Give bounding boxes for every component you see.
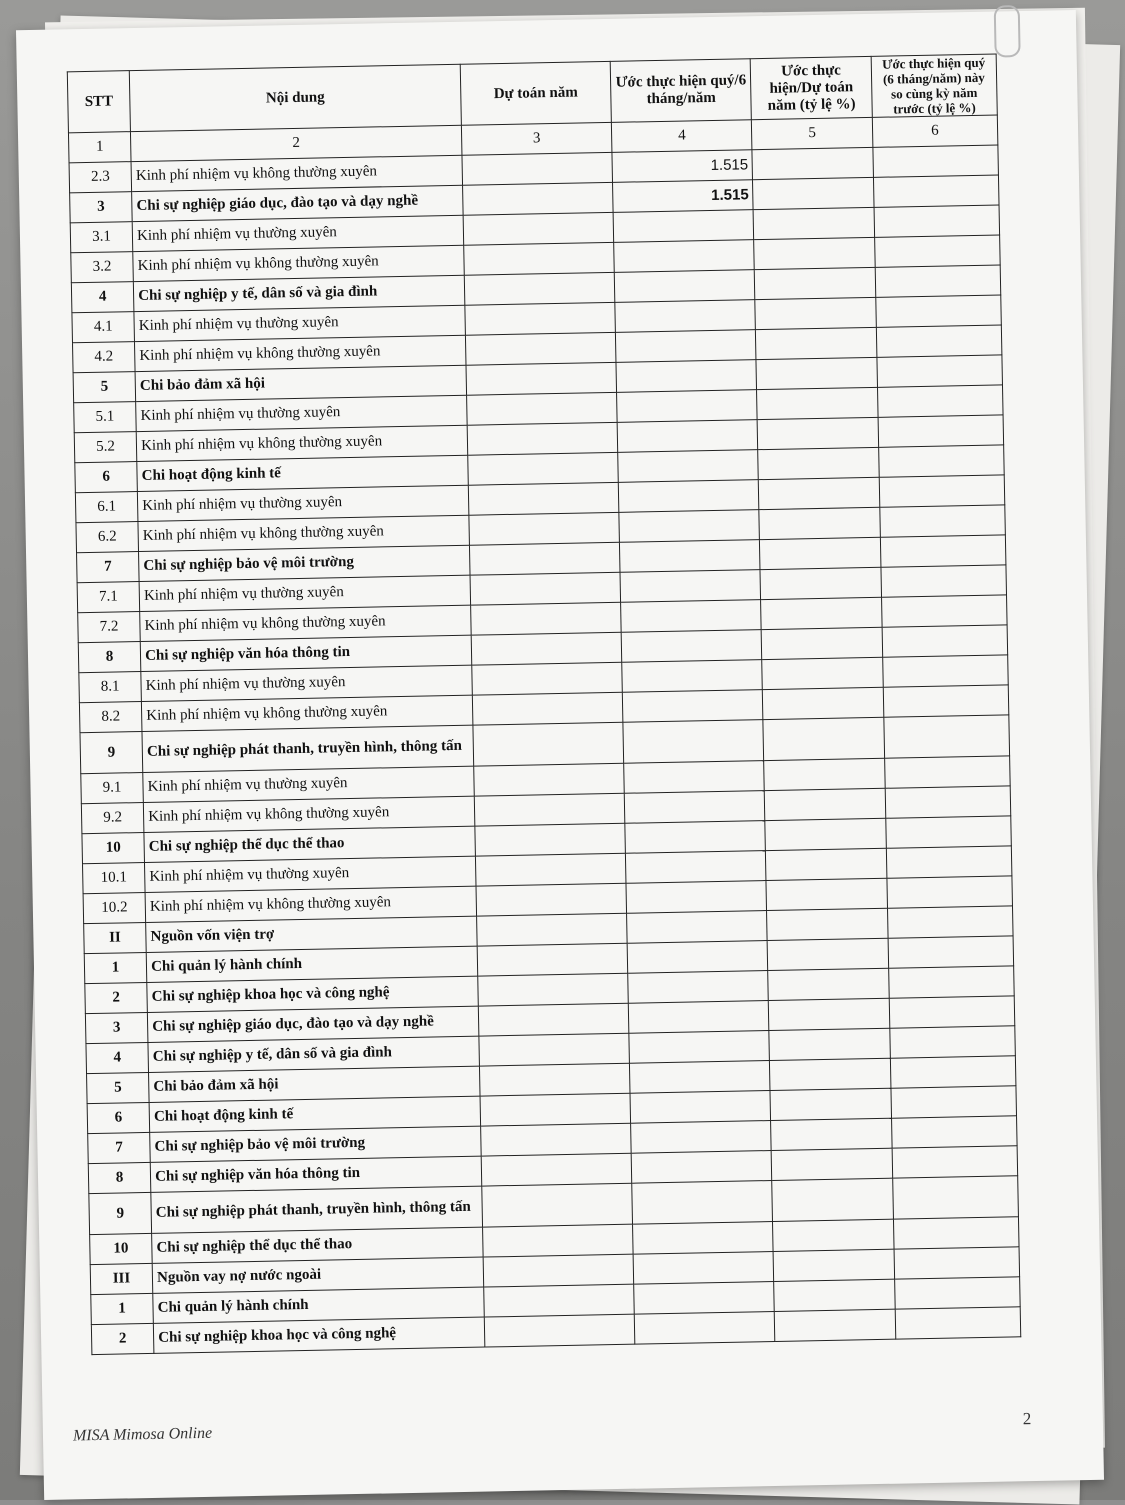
column-index: 5 (752, 117, 873, 149)
row-stt: II (84, 922, 147, 953)
row-du-toan-nam (484, 1314, 635, 1347)
row-du-toan-nam (476, 913, 627, 946)
row-du-toan-nam (477, 943, 628, 976)
row-ty-le-du-toan (760, 567, 881, 599)
row-du-toan-nam (479, 1063, 630, 1096)
row-du-toan-nam (472, 662, 623, 695)
row-ty-le-cung-ky (878, 415, 1004, 447)
row-ty-le-cung-ky (894, 1247, 1020, 1279)
row-stt: 9 (80, 732, 143, 774)
row-uoc-thuc-hien (632, 1181, 773, 1225)
row-stt: 6.1 (75, 492, 138, 523)
row-noi-dung: Kinh phí nhiệm vụ thường xuyên (136, 395, 467, 431)
row-ty-le-cung-ky (873, 145, 999, 177)
row-ty-le-cung-ky (882, 625, 1008, 657)
row-noi-dung: Chi sự nghiệp giáo dục, đào tạo và dạy nghề (147, 1006, 478, 1042)
row-uoc-thuc-hien (617, 390, 758, 423)
header-noi-dung: Nội dung (129, 64, 461, 131)
row-du-toan-nam (479, 1033, 630, 1066)
row-noi-dung: Chi bảo đảm xã hội (149, 1066, 480, 1102)
row-uoc-thuc-hien (616, 330, 757, 363)
row-stt: 4.2 (72, 342, 135, 373)
row-ty-le-cung-ky (892, 1176, 1018, 1219)
row-noi-dung: Chi sự nghiệp y tế, dân số và gia đình (148, 1036, 479, 1072)
row-ty-le-du-toan (758, 417, 879, 449)
row-stt: 8 (88, 1162, 151, 1193)
row-ty-le-du-toan (752, 147, 873, 179)
row-ty-le-du-toan (767, 908, 888, 940)
row-noi-dung: Chi sự nghiệp giáo dục, đào tạo và dạy nghề (132, 185, 463, 221)
row-stt: 1 (91, 1293, 154, 1324)
header-stt: STT (67, 71, 130, 133)
row-ty-le-du-toan (772, 1148, 893, 1180)
row-noi-dung: Chi sự nghiệp bảo vệ môi trường (150, 1126, 481, 1162)
row-noi-dung: Kinh phí nhiệm vụ không thường xuyên (140, 605, 471, 641)
row-stt: 4 (86, 1042, 149, 1073)
row-uoc-thuc-hien (633, 1251, 774, 1284)
row-stt: 6 (75, 462, 138, 493)
row-ty-le-du-toan (765, 818, 886, 850)
row-noi-dung: Kinh phí nhiệm vụ không thường xuyên (142, 695, 473, 731)
row-stt: 3 (70, 192, 133, 223)
row-ty-le-cung-ky (895, 1307, 1021, 1339)
row-noi-dung: Chi sự nghiệp thể dục thể thao (152, 1227, 483, 1263)
row-ty-le-cung-ky (888, 936, 1014, 968)
row-du-toan-nam (480, 1093, 631, 1126)
header-uoc-thuc-hien: Ước thực hiện quý/6 tháng/năm (610, 59, 751, 123)
row-uoc-thuc-hien (627, 911, 768, 944)
row-noi-dung: Kinh phí nhiệm vụ thường xuyên (134, 305, 465, 341)
row-ty-le-cung-ky (887, 906, 1013, 938)
row-uoc-thuc-hien (624, 761, 765, 794)
row-ty-le-du-toan (768, 968, 889, 1000)
row-ty-le-cung-ky (879, 475, 1005, 507)
row-du-toan-nam (478, 1003, 629, 1036)
row-uoc-thuc-hien (630, 1061, 771, 1094)
row-ty-le-du-toan (754, 237, 875, 269)
row-ty-le-cung-ky (892, 1146, 1018, 1178)
row-du-toan-nam (464, 272, 615, 305)
row-uoc-thuc-hien (626, 851, 767, 884)
row-stt: 4 (71, 282, 134, 313)
row-du-toan-nam (468, 452, 619, 485)
row-ty-le-cung-ky (886, 846, 1012, 878)
row-stt: 7 (88, 1132, 151, 1163)
column-index: 3 (461, 122, 612, 155)
row-stt: 5 (87, 1072, 150, 1103)
row-uoc-thuc-hien (628, 971, 769, 1004)
row-uoc-thuc-hien (613, 210, 754, 243)
row-ty-le-cung-ky (873, 175, 999, 207)
row-ty-le-du-toan (771, 1118, 892, 1150)
row-du-toan-nam (471, 632, 622, 665)
row-noi-dung: Chi sự nghiệp phát thanh, truyền hình, thông tấn (151, 1186, 482, 1233)
row-du-toan-nam (462, 152, 613, 185)
row-noi-dung: Kinh phí nhiệm vụ không thường xuyên (133, 245, 464, 281)
row-ty-le-du-toan (754, 207, 875, 239)
paper-clip-icon (994, 5, 1021, 57)
row-uoc-thuc-hien (615, 300, 756, 333)
row-noi-dung: Chi bảo đảm xã hội (135, 365, 466, 401)
row-uoc-thuc-hien (622, 660, 763, 693)
row-ty-le-cung-ky (894, 1277, 1020, 1309)
column-index: 4 (612, 120, 753, 153)
row-du-toan-nam (475, 853, 626, 886)
row-du-toan-nam (481, 1153, 632, 1186)
row-du-toan-nam (474, 793, 625, 826)
row-uoc-thuc-hien (620, 570, 761, 603)
header-ty-le-cung-ky: Ước thực hiện quý (6 tháng/năm) này so cùng kỳ năm trước (tỷ lệ %) (871, 54, 997, 117)
row-noi-dung: Kinh phí nhiệm vụ thường xuyên (143, 766, 474, 802)
row-uoc-thuc-hien (634, 1281, 775, 1314)
row-stt: 8.1 (79, 672, 142, 703)
row-ty-le-cung-ky (877, 385, 1003, 417)
row-stt: III (90, 1263, 153, 1294)
row-uoc-thuc-hien (634, 1311, 775, 1344)
row-du-toan-nam (466, 392, 617, 425)
row-uoc-thuc-hien (625, 821, 766, 854)
row-ty-le-du-toan (773, 1219, 894, 1251)
row-stt: 2.3 (69, 162, 132, 193)
row-uoc-thuc-hien (622, 690, 763, 723)
row-ty-le-cung-ky (889, 1026, 1015, 1058)
software-footer: MISA Mimosa Online (72, 1424, 213, 1445)
row-ty-le-cung-ky (878, 445, 1004, 477)
row-noi-dung: Kinh phí nhiệm vụ thường xuyên (132, 215, 463, 251)
row-stt: 10.2 (83, 892, 146, 923)
row-stt: 5.1 (74, 402, 137, 433)
row-du-toan-nam (482, 1183, 633, 1227)
row-ty-le-du-toan (757, 387, 878, 419)
row-noi-dung: Kinh phí nhiệm vụ không thường xuyên (143, 796, 474, 832)
row-noi-dung: Chi sự nghiệp khoa học và công nghệ (147, 976, 478, 1012)
row-ty-le-du-toan (770, 1088, 891, 1120)
row-ty-le-cung-ky (891, 1116, 1017, 1148)
row-du-toan-nam (467, 422, 618, 455)
row-stt: 10 (82, 832, 145, 863)
row-ty-le-du-toan (755, 267, 876, 299)
row-du-toan-nam (463, 212, 614, 245)
header-ty-le-du-toan: Ước thực hiện/Dự toán năm (tỷ lệ %) (751, 56, 872, 119)
column-index: 6 (872, 115, 998, 147)
row-stt: 2 (85, 982, 148, 1013)
budget-report-table (67, 53, 1021, 1355)
row-ty-le-cung-ky (888, 966, 1014, 998)
row-ty-le-cung-ky (874, 205, 1000, 237)
row-ty-le-du-toan (756, 327, 877, 359)
row-noi-dung: Chi hoạt động kinh tế (149, 1096, 480, 1132)
row-ty-le-cung-ky (881, 565, 1007, 597)
row-uoc-thuc-hien (616, 360, 757, 393)
row-stt: 7.2 (78, 612, 141, 643)
row-noi-dung: Kinh phí nhiệm vụ không thường xuyên (136, 425, 467, 461)
row-ty-le-du-toan (775, 1309, 896, 1341)
row-ty-le-cung-ky (880, 535, 1006, 567)
row-noi-dung: Kinh phí nhiệm vụ thường xuyên (137, 485, 468, 521)
row-stt: 7.1 (77, 582, 140, 613)
row-noi-dung: Kinh phí nhiệm vụ không thường xuyên (135, 335, 466, 371)
header-du-toan-nam: Dự toán năm (460, 61, 611, 125)
row-du-toan-nam (462, 182, 613, 215)
row-stt: 6 (87, 1102, 150, 1133)
row-noi-dung: Chi hoạt động kinh tế (137, 455, 468, 491)
row-noi-dung: Kinh phí nhiệm vụ không thường xuyên (138, 515, 469, 551)
row-du-toan-nam (474, 763, 625, 796)
row-stt: 3 (85, 1012, 148, 1043)
row-stt: 8.2 (79, 702, 142, 733)
row-ty-le-du-toan (774, 1279, 895, 1311)
row-uoc-thuc-hien (631, 1151, 772, 1184)
row-du-toan-nam (469, 512, 620, 545)
row-stt: 9 (89, 1192, 152, 1234)
row-ty-le-du-toan (772, 1178, 893, 1221)
row-ty-le-cung-ky (885, 816, 1011, 848)
row-ty-le-cung-ky (884, 715, 1010, 758)
row-du-toan-nam (476, 883, 627, 916)
row-uoc-thuc-hien: 1.515 (613, 180, 754, 213)
row-uoc-thuc-hien (626, 881, 767, 914)
row-stt: 4.1 (72, 312, 135, 343)
row-noi-dung: Nguồn vốn viện trợ (146, 916, 477, 952)
row-ty-le-cung-ky (876, 325, 1002, 357)
row-ty-le-du-toan (764, 758, 885, 790)
row-ty-le-cung-ky (881, 595, 1007, 627)
row-ty-le-du-toan (761, 597, 882, 629)
row-stt: 10.1 (82, 862, 145, 893)
row-noi-dung: Chi sự nghiệp khoa học và công nghệ (153, 1317, 484, 1353)
row-ty-le-cung-ky (893, 1217, 1019, 1249)
row-noi-dung: Kinh phí nhiệm vụ không thường xuyên (131, 155, 462, 191)
row-ty-le-du-toan (759, 477, 880, 509)
row-ty-le-du-toan (774, 1249, 895, 1281)
row-uoc-thuc-hien (621, 630, 762, 663)
row-uoc-thuc-hien (619, 510, 760, 543)
row-uoc-thuc-hien (620, 540, 761, 573)
row-ty-le-du-toan (762, 657, 883, 689)
row-du-toan-nam (478, 973, 629, 1006)
row-noi-dung: Chi sự nghiệp thể dục thể thao (144, 826, 475, 862)
row-du-toan-nam (468, 482, 619, 515)
row-noi-dung: Nguồn vay nợ nước ngoài (152, 1257, 483, 1293)
row-du-toan-nam (475, 823, 626, 856)
row-stt: 8 (78, 642, 141, 673)
row-ty-le-cung-ky (877, 355, 1003, 387)
row-du-toan-nam (464, 242, 615, 275)
row-ty-le-du-toan (768, 938, 889, 970)
row-noi-dung: Chi sự nghiệp y tế, dân số và gia đình (133, 275, 464, 311)
row-ty-le-du-toan (765, 788, 886, 820)
row-noi-dung: Kinh phí nhiệm vụ thường xuyên (141, 665, 472, 701)
row-ty-le-cung-ky (889, 996, 1015, 1028)
row-stt: 3.2 (71, 252, 134, 283)
row-ty-le-du-toan (756, 357, 877, 389)
row-ty-le-cung-ky (875, 265, 1001, 297)
row-du-toan-nam (469, 542, 620, 575)
row-du-toan-nam (470, 602, 621, 635)
row-ty-le-cung-ky (885, 786, 1011, 818)
row-du-toan-nam (473, 722, 624, 766)
row-ty-le-du-toan (766, 848, 887, 880)
row-ty-le-du-toan (758, 447, 879, 479)
row-stt: 1 (84, 952, 147, 983)
row-ty-le-cung-ky (875, 295, 1001, 327)
row-du-toan-nam (465, 332, 616, 365)
row-stt: 5.2 (74, 432, 137, 463)
row-du-toan-nam (480, 1123, 631, 1156)
row-noi-dung: Kinh phí nhiệm vụ thường xuyên (139, 575, 470, 611)
row-noi-dung: Chi sự nghiệp văn hóa thông tin (150, 1156, 481, 1192)
row-noi-dung: Chi quản lý hành chính (146, 946, 477, 982)
document-page (16, 10, 1104, 1500)
row-ty-le-du-toan (760, 537, 881, 569)
row-ty-le-du-toan (759, 507, 880, 539)
row-stt: 9.1 (81, 773, 144, 804)
row-uoc-thuc-hien (631, 1121, 772, 1154)
row-du-toan-nam (466, 362, 617, 395)
row-uoc-thuc-hien (628, 1001, 769, 1034)
row-uoc-thuc-hien (630, 1091, 771, 1124)
row-stt: 9.2 (81, 803, 144, 834)
row-ty-le-du-toan (755, 297, 876, 329)
row-ty-le-du-toan (769, 1028, 890, 1060)
row-stt: 3.1 (70, 222, 133, 253)
row-ty-le-cung-ky (883, 685, 1009, 717)
row-ty-le-du-toan (766, 878, 887, 910)
row-uoc-thuc-hien (618, 450, 759, 483)
row-uoc-thuc-hien (627, 941, 768, 974)
page-number: 2 (1022, 1409, 1032, 1429)
row-uoc-thuc-hien (624, 791, 765, 824)
row-stt: 7 (77, 552, 140, 583)
row-ty-le-du-toan (769, 998, 890, 1030)
column-index: 2 (131, 125, 462, 161)
row-ty-le-cung-ky (874, 235, 1000, 267)
row-noi-dung: Chi sự nghiệp bảo vệ môi trường (139, 545, 470, 581)
row-uoc-thuc-hien (614, 240, 755, 273)
row-noi-dung: Kinh phí nhiệm vụ không thường xuyên (145, 886, 476, 922)
row-ty-le-du-toan (753, 177, 874, 209)
row-noi-dung: Chi quản lý hành chính (153, 1287, 484, 1323)
row-noi-dung: Kinh phí nhiệm vụ thường xuyên (145, 856, 476, 892)
row-ty-le-cung-ky (891, 1086, 1017, 1118)
row-uoc-thuc-hien (617, 420, 758, 453)
row-du-toan-nam (484, 1284, 635, 1317)
column-index: 1 (68, 132, 131, 163)
row-noi-dung: Chi sự nghiệp phát thanh, truyền hình, thông tấn (142, 725, 473, 772)
row-ty-le-cung-ky (884, 756, 1010, 788)
row-noi-dung: Chi sự nghiệp văn hóa thông tin (140, 635, 471, 671)
row-ty-le-cung-ky (879, 505, 1005, 537)
row-ty-le-cung-ky (882, 655, 1008, 687)
row-ty-le-du-toan (763, 717, 884, 760)
table-body (69, 145, 1021, 1355)
row-du-toan-nam (465, 302, 616, 335)
row-du-toan-nam (470, 572, 621, 605)
row-stt: 10 (90, 1233, 153, 1264)
row-stt: 2 (91, 1323, 154, 1354)
row-uoc-thuc-hien (618, 480, 759, 513)
row-ty-le-du-toan (763, 687, 884, 719)
row-uoc-thuc-hien (633, 1221, 774, 1254)
row-du-toan-nam (482, 1224, 633, 1257)
row-uoc-thuc-hien: 1.515 (612, 150, 753, 183)
row-uoc-thuc-hien (623, 720, 764, 764)
row-stt: 6.2 (76, 522, 139, 553)
row-du-toan-nam (472, 692, 623, 725)
row-ty-le-cung-ky (887, 876, 1013, 908)
row-uoc-thuc-hien (621, 600, 762, 633)
row-ty-le-du-toan (770, 1058, 891, 1090)
row-ty-le-du-toan (762, 627, 883, 659)
row-stt: 5 (73, 372, 136, 403)
row-du-toan-nam (483, 1254, 634, 1287)
row-uoc-thuc-hien (614, 270, 755, 303)
row-ty-le-cung-ky (890, 1056, 1016, 1088)
row-uoc-thuc-hien (629, 1031, 770, 1064)
